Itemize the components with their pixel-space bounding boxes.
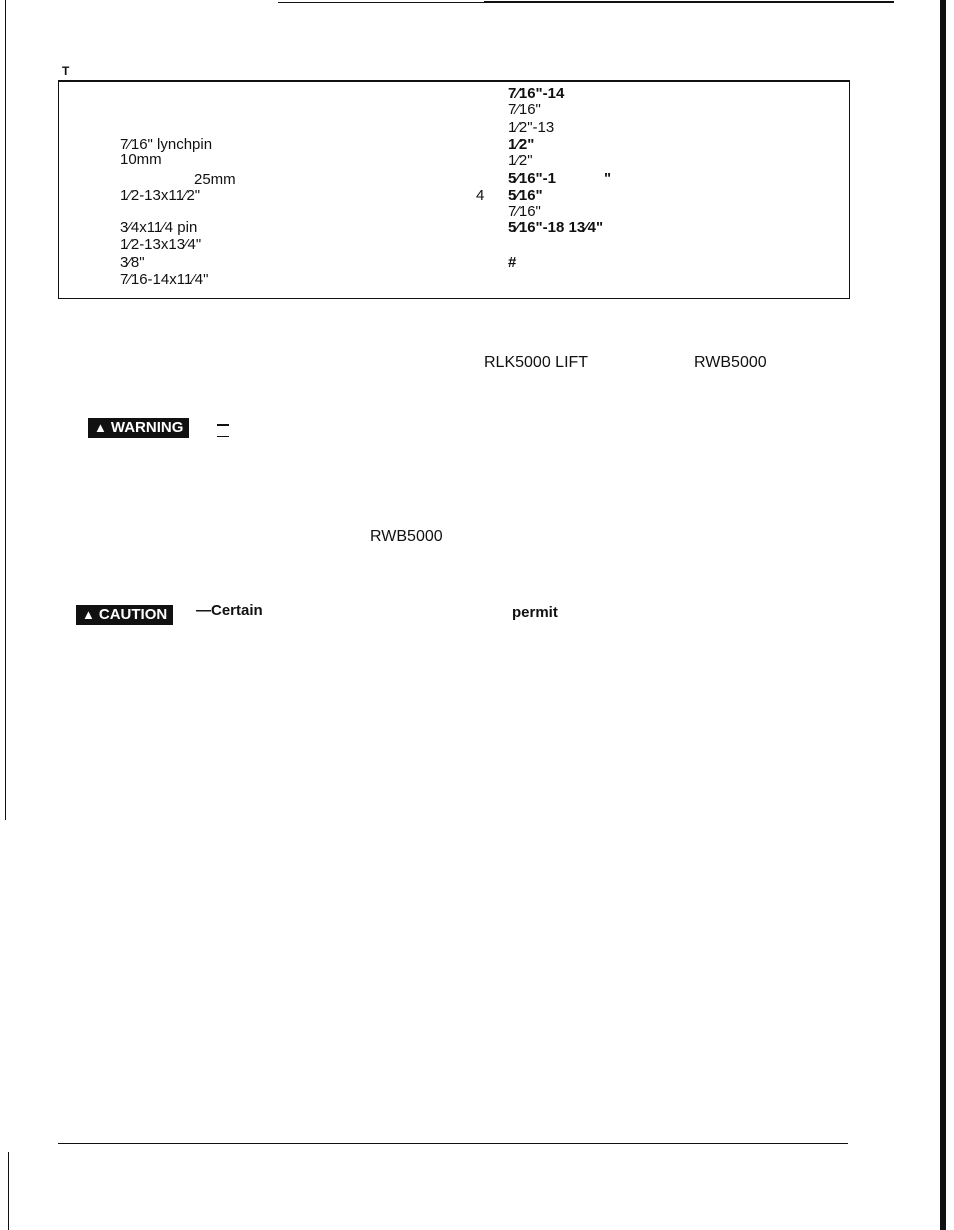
right-item-9: 5⁄16"-18 13⁄4" <box>508 219 604 236</box>
right-item-hash: # <box>508 254 517 271</box>
caution-text: —Certain <box>196 602 263 619</box>
table-caption: T <box>62 64 70 78</box>
left-item-lynchpin: 7⁄16" lynchpin <box>120 136 213 153</box>
left-item-bolt-3: 7⁄16-14x11⁄4" <box>120 271 209 288</box>
left-item-pin: 3⁄4x11⁄4 pin <box>120 219 198 236</box>
footer-rule <box>58 1143 848 1144</box>
warning-badge <box>88 418 189 438</box>
caution-label: CAUTION <box>98 606 168 623</box>
warning-dash <box>217 424 229 426</box>
warning-dash-underline <box>217 436 229 437</box>
right-item-5: 1⁄2" <box>508 152 533 169</box>
permit-word: permit <box>512 604 558 621</box>
right-item-4: 1⁄2" <box>508 136 535 153</box>
right-item-3: 1⁄2"-13 <box>508 119 555 136</box>
left-item-bolt-2: 1⁄2-13x13⁄4" <box>120 236 202 253</box>
model-wheel-1: RWB5000 <box>694 354 767 371</box>
top-rule-thin <box>278 2 484 3</box>
left-item-25mm: 25mm <box>194 171 236 188</box>
left-item-bolt-1: 1⁄2-13x11⁄2" <box>120 187 201 204</box>
right-item-2: 7⁄16" <box>508 101 541 118</box>
warning-triangle-icon: ▲ <box>94 420 107 435</box>
right-item-8: 7⁄16" <box>508 203 541 220</box>
model-wheel-2: RWB5000 <box>370 528 443 545</box>
left-item-10mm: 10mm <box>120 151 162 168</box>
left-item-3-8: 3⁄8" <box>120 254 145 271</box>
middle-qty: 4 <box>476 187 485 204</box>
caution-triangle-icon: ▲ <box>82 607 95 622</box>
right-item-6-mark: " <box>604 170 612 187</box>
right-item-1: 7⁄16"-14 <box>508 85 565 102</box>
caution-badge <box>76 605 173 625</box>
left-margin-rule <box>5 0 6 820</box>
right-edge-bar <box>940 0 946 1230</box>
right-item-6: 5⁄16"-1 <box>508 170 556 187</box>
top-rule <box>484 1 894 3</box>
left-margin-rule-lower <box>8 1152 9 1230</box>
right-item-7: 5⁄16" <box>508 187 543 204</box>
model-lift: RLK5000 LIFT <box>484 354 589 371</box>
warning-label: WARNING <box>110 419 184 436</box>
